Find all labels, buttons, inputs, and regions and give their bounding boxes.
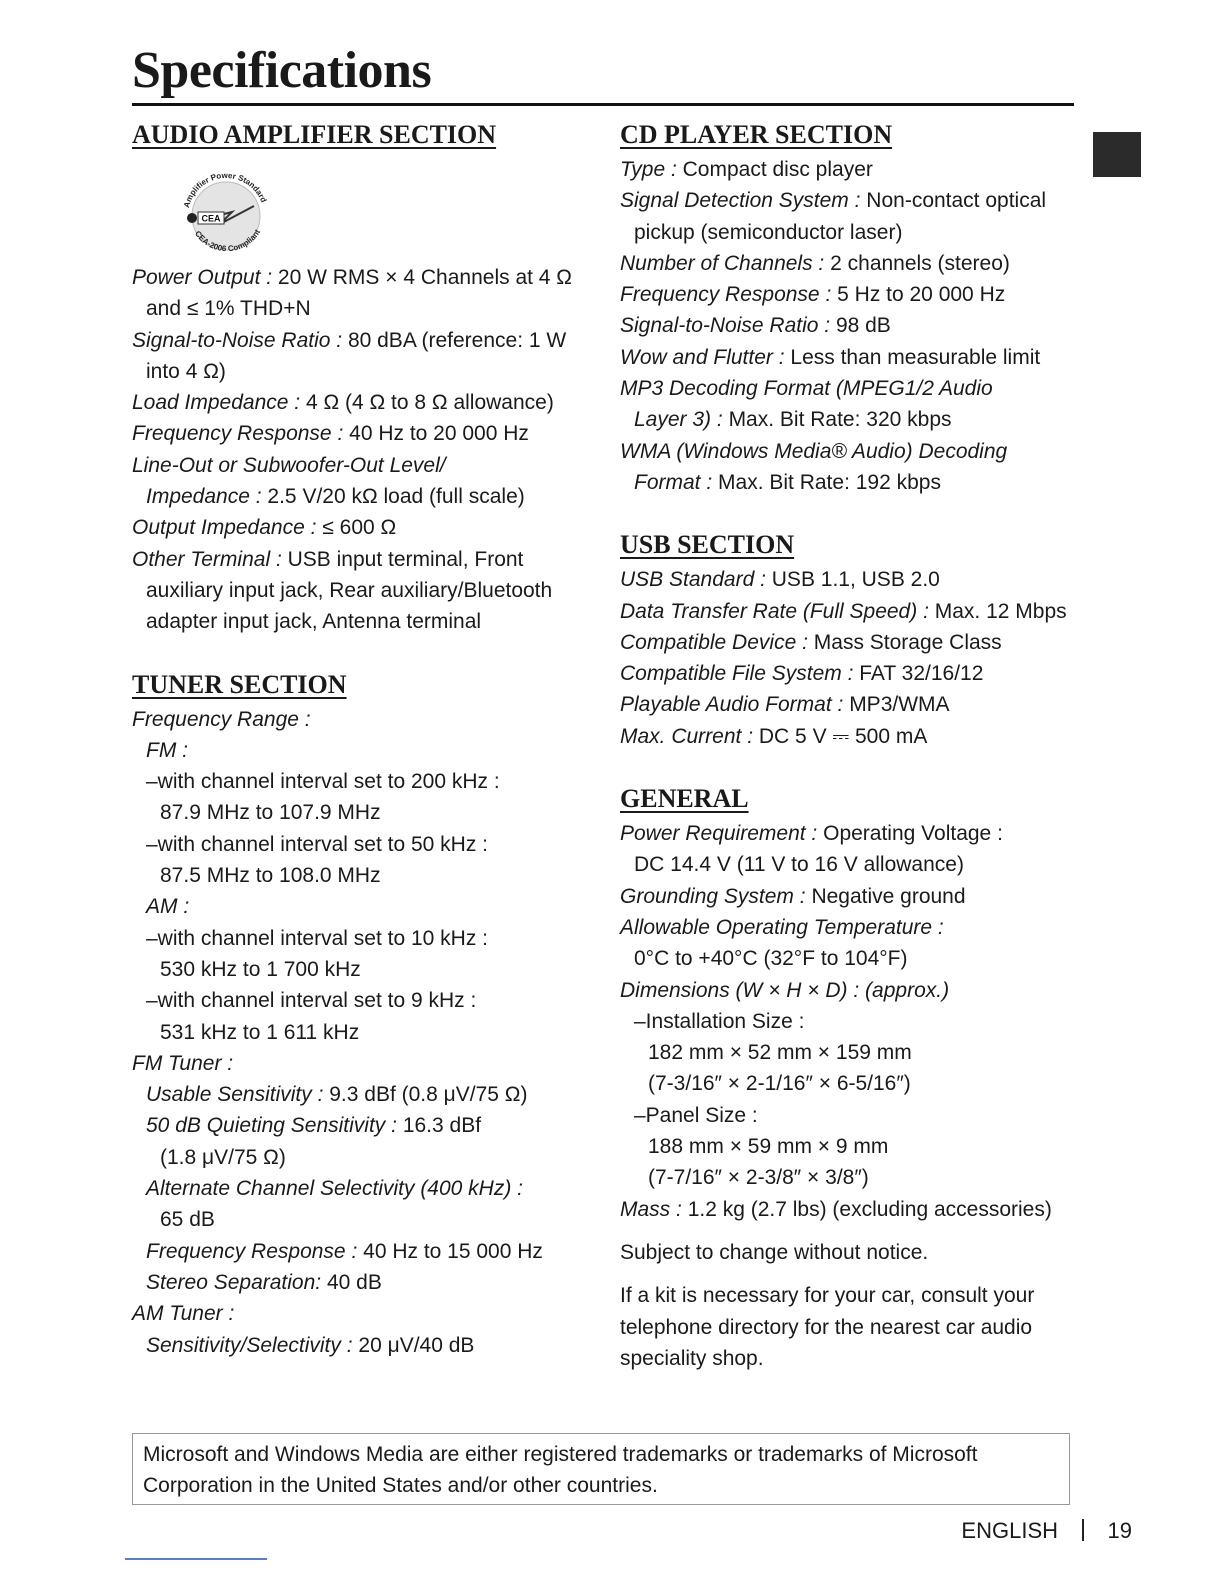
trademark-line: Microsoft and Windows Media are either registered trademarks or trademarks of Microsoft <box>143 1443 978 1466</box>
am-10-label: –with channel interval set to 10 kHz : <box>146 926 489 950</box>
temperature-spec <box>620 912 1090 943</box>
spec-label: Allowable Operating Temperature : <box>620 915 944 939</box>
logo-center-text: CEA <box>201 213 221 224</box>
usb-standard-spec <box>620 564 1090 595</box>
spec-label: WMA (Windows Media® Audio) Decoding <box>620 439 1008 463</box>
spec-value-continued: into 4 Ω) <box>146 359 226 383</box>
spec-label: Playable Audio Format : <box>620 693 844 717</box>
spec-value-continued: adapter input jack, Antenna terminal <box>146 610 482 634</box>
spec-value: 9.3 dBf (0.8 μV/75 Ω) <box>329 1083 528 1107</box>
section-tab-marker <box>1093 132 1141 177</box>
spec-label: Power Requirement : <box>620 822 818 846</box>
spec-value: Non-contact optical <box>866 189 1047 213</box>
spec-value: 20 W RMS × 4 Channels at 4 Ω <box>277 266 573 289</box>
spec-label: Power Output : <box>132 266 273 289</box>
usable-sensitivity-spec <box>132 1079 592 1110</box>
wma-format-spec-continued <box>620 467 1090 498</box>
panel-size-inches: (7-7/16″ × 2-3/8″ × 3/8″) <box>648 1166 869 1190</box>
spec-label: Frequency Response : <box>132 422 344 446</box>
spec-label: Frequency Response : <box>620 283 832 307</box>
fm-frequency-response-spec <box>132 1236 592 1267</box>
footer-separator <box>1082 1519 1084 1541</box>
spec-label: Compatible Device : <box>620 630 808 654</box>
spec-value: 40 Hz to 20 000 Hz <box>349 422 529 446</box>
spec-value: 4 Ω (4 Ω to 8 Ω allowance) <box>305 391 554 415</box>
frequency-response-spec <box>132 418 592 449</box>
am-10-value: 530 kHz to 1 700 kHz <box>160 957 361 981</box>
spec-value: Mass Storage Class <box>813 630 1002 654</box>
spec-value: 16.3 dBf <box>402 1114 482 1138</box>
spec-label: Max. Current : <box>620 724 754 748</box>
am-9-label: –with channel interval set to 9 kHz : <box>146 989 477 1013</box>
spec-label: Frequency Response : <box>146 1239 358 1263</box>
spec-label: MP3 Decoding Format (MPEG1/2 Audio <box>620 377 993 401</box>
trademark-notice <box>132 1433 1070 1505</box>
spec-label: Mass : <box>620 1197 682 1221</box>
spec-value: 1.2 kg (2.7 lbs) (excluding accessories) <box>687 1197 1052 1221</box>
spec-value-continued: auxiliary input jack, Rear auxiliary/Bluetooth <box>146 578 553 602</box>
installation-size-inches: (7-3/16″ × 2-1/16″ × 6-5/16″) <box>648 1072 911 1096</box>
channels-spec <box>620 248 1090 279</box>
mp3-format-spec-continued <box>620 404 1090 435</box>
spec-value: USB input terminal, Front <box>287 547 524 571</box>
spec-label: Data Transfer Rate (Full Speed) : <box>620 599 929 623</box>
wow-flutter-spec <box>620 342 1090 373</box>
panel-size-value: 188 mm × 59 mm × 9 mm <box>648 1135 889 1159</box>
am-tuner-label <box>132 1298 592 1329</box>
fm-50-value: 87.5 MHz to 108.0 MHz <box>160 864 381 888</box>
spec-label: Layer 3) : <box>634 408 723 432</box>
wma-format-spec <box>620 436 1090 467</box>
spec-label: Dimensions (W × H × D) : (approx.) <box>620 978 950 1002</box>
logo-top-text: Amplifier Power Standard <box>182 170 269 209</box>
spec-value-continued: and ≤ 1% THD+N <box>146 297 311 321</box>
spec-label: Signal-to-Noise Ratio : <box>132 328 343 352</box>
spec-value: Max. Bit Rate: 320 kbps <box>728 408 952 432</box>
other-terminal-spec <box>132 544 592 575</box>
tuner-heading: TUNER SECTION <box>132 669 347 699</box>
quieting-sensitivity-spec <box>132 1110 592 1141</box>
language-label: ENGLISH <box>961 1518 1059 1543</box>
mass-spec <box>620 1194 1090 1225</box>
spec-value-continued: pickup (semiconductor laser) <box>634 220 903 244</box>
kit-note-line: telephone directory for the nearest car audio <box>620 1315 1033 1339</box>
page-footer <box>961 1516 1132 1546</box>
type-spec <box>620 154 1090 185</box>
page-title: Specifications <box>132 42 432 99</box>
kit-note-line: If a kit is necessary for your car, consult your <box>620 1284 1035 1308</box>
spec-value: 98 dB <box>835 314 891 338</box>
audio-amplifier-heading: AUDIO AMPLIFIER SECTION <box>132 120 497 149</box>
audio-format-spec <box>620 689 1090 720</box>
trademark-line: Corporation in the United States and/or other countries. <box>143 1474 658 1497</box>
spec-value: DC 5 V ⎓ 500 mA <box>758 724 928 748</box>
spec-value: ≤ 600 Ω <box>322 516 397 540</box>
fm-200-label: –with channel interval set to 200 kHz : <box>146 770 500 794</box>
sensitivity-selectivity-spec <box>132 1330 592 1361</box>
spec-label: AM Tuner : <box>132 1302 235 1326</box>
transfer-rate-spec <box>620 596 1090 627</box>
signal-detection-spec <box>620 185 1090 216</box>
power-output-spec <box>132 262 592 293</box>
kit-note <box>620 1280 1090 1374</box>
spec-value: 80 dBA (reference: 1 W <box>347 328 567 352</box>
change-notice: Subject to change without notice. <box>620 1240 929 1264</box>
spec-label: Stereo Separation: <box>146 1270 322 1294</box>
spec-value: USB 1.1, USB 2.0 <box>771 568 940 592</box>
spec-value-continued: 0°C to +40°C (32°F to 104°F) <box>634 947 908 971</box>
spec-value: Negative ground <box>811 884 966 908</box>
spec-value: MP3/WMA <box>849 693 950 717</box>
spec-value: 5 Hz to 20 000 Hz <box>837 283 1006 307</box>
spec-value: Less than measurable limit <box>790 345 1041 369</box>
spec-value: 2 channels (stereo) <box>830 251 1010 275</box>
spec-label: Signal-to-Noise Ratio : <box>620 314 831 338</box>
mp3-format-spec <box>620 373 1090 404</box>
dimensions-spec <box>620 975 1090 1006</box>
am-subsection <box>132 891 592 922</box>
title-rule <box>132 103 1074 106</box>
compatible-device-spec <box>620 627 1090 658</box>
fm-subsection <box>132 735 592 766</box>
spec-label: Other Terminal : <box>132 547 282 571</box>
spec-label: Compatible File System : <box>620 662 854 686</box>
output-impedance-spec <box>132 512 592 543</box>
spec-label: Impedance : <box>146 485 262 509</box>
spec-label: FM Tuner : <box>132 1051 234 1075</box>
spec-label: Grounding System : <box>620 884 806 908</box>
spec-label: Usable Sensitivity : <box>146 1083 324 1107</box>
frequency-range-spec <box>132 704 592 735</box>
right-column <box>620 116 1090 1374</box>
cea-2006-compliant-logo <box>170 162 282 262</box>
spec-label: Number of Channels : <box>620 251 825 275</box>
spec-label: Sensitivity/Selectivity : <box>146 1333 353 1357</box>
spec-label: Output Impedance : <box>132 516 317 540</box>
spec-value: Max. 12 Mbps <box>934 599 1067 623</box>
spec-label: FM : <box>146 738 188 762</box>
spec-label: Line-Out or Subwoofer-Out Level/ <box>132 453 446 477</box>
spec-value: 20 μV/40 dB <box>358 1333 475 1357</box>
installation-size-value: 182 mm × 52 mm × 159 mm <box>648 1041 912 1065</box>
left-column <box>132 116 592 1361</box>
spec-label: Signal Detection System : <box>620 189 861 213</box>
spec-label: AM : <box>146 895 190 919</box>
spec-label: Type : <box>620 158 677 181</box>
line-out-spec-continued <box>132 481 592 512</box>
general-heading: GENERAL <box>620 784 749 814</box>
page-number: 19 <box>1107 1518 1132 1543</box>
file-system-spec <box>620 658 1090 689</box>
power-requirement-spec <box>620 818 1090 849</box>
spec-value: Operating Voltage : <box>823 822 1003 846</box>
spec-value: Max. Bit Rate: 192 kbps <box>718 470 941 494</box>
spec-value: 2.5 V/20 kΩ load (full scale) <box>267 485 525 509</box>
spec-label: Alternate Channel Selectivity (400 kHz) : <box>146 1177 524 1201</box>
spec-label: Load Impedance : <box>132 391 301 415</box>
cd-player-heading: CD PLAYER SECTION <box>620 120 893 149</box>
spec-value-continued: 65 dB <box>160 1208 215 1232</box>
spec-value: 40 Hz to 15 000 Hz <box>363 1239 543 1263</box>
load-impedance-spec <box>132 387 592 418</box>
spec-value-continued: DC 14.4 V (11 V to 16 V allowance) <box>634 853 964 877</box>
spec-label: Frequency Range : <box>132 707 311 731</box>
fm-50-label: –with channel interval set to 50 kHz : <box>146 832 489 856</box>
stereo-separation-spec <box>132 1267 592 1298</box>
spec-value-continued: (1.8 μV/75 Ω) <box>160 1145 286 1169</box>
spec-label: Wow and Flutter : <box>620 345 785 369</box>
cd-frequency-response-spec <box>620 279 1090 310</box>
am-9-value: 531 kHz to 1 611 kHz <box>160 1020 360 1044</box>
max-current-spec <box>620 721 1090 752</box>
line-out-spec <box>132 450 592 481</box>
grounding-spec <box>620 881 1090 912</box>
spec-label: USB Standard : <box>620 568 766 592</box>
cd-snr-spec <box>620 310 1090 341</box>
installation-size-label: –Installation Size : <box>634 1009 805 1033</box>
fm-200-value: 87.9 MHz to 107.9 MHz <box>160 801 381 825</box>
spec-value: FAT 32/16/12 <box>859 662 984 686</box>
fm-tuner-label <box>132 1048 592 1079</box>
spec-label: 50 dB Quieting Sensitivity : <box>146 1114 397 1138</box>
kit-note-line: speciality shop. <box>620 1346 764 1370</box>
snr-spec <box>132 325 592 356</box>
usb-heading: USB SECTION <box>620 530 795 560</box>
panel-size-label: –Panel Size : <box>634 1103 758 1127</box>
spec-label: Format : <box>634 470 713 494</box>
spec-value: 40 dB <box>326 1270 382 1294</box>
logo-bottom-text: CEA-2006 Compliant <box>193 227 263 254</box>
alternate-selectivity-spec <box>132 1173 592 1204</box>
spec-value: Compact disc player <box>682 158 873 181</box>
scan-edge-line <box>125 1558 267 1560</box>
